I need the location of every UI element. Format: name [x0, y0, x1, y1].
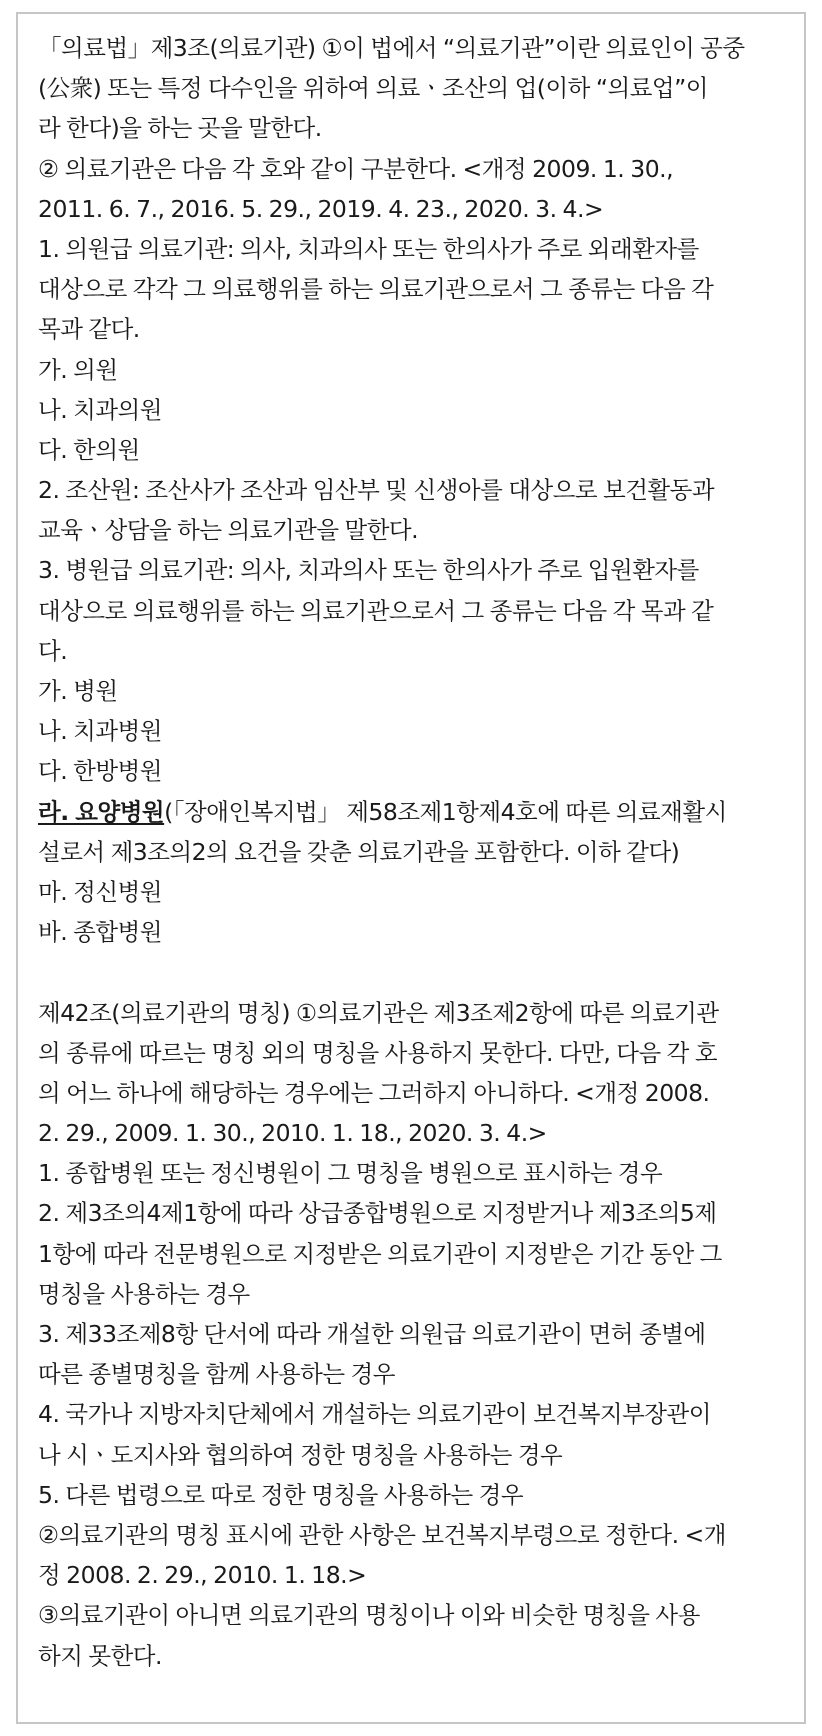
text-line: 설로서 제3조의2의 요건을 갖춘 의료기관을 포함한다. 이하 같다): [38, 837, 680, 866]
text-line: 하지 못한다.: [38, 1641, 162, 1670]
text-line: 의 종류에 따르는 명칭 외의 명칭을 사용하지 못한다. 다만, 다음 각 호: [38, 1038, 718, 1067]
text-line: 3. 제33조제8항 단서에 따라 개설한 의원급 의료기관이 면허 종별에: [38, 1320, 706, 1348]
text-line: 다.: [38, 636, 68, 665]
text-line: 다. 한방병원: [38, 757, 162, 786]
text-line: 3. 병원급 의료기관: 의사, 치과의사 또는 한의사가 주로 입원환자를: [38, 556, 699, 585]
item-ra-label: 라. 요양병원: [38, 797, 165, 826]
text-line: 명칭을 사용하는 경우: [38, 1279, 250, 1308]
text-line: 가. 병원: [38, 677, 118, 705]
text-line: 2. 조산원: 조산사가 조산과 임산부 및 신생아를 대상으로 보건활동과: [38, 476, 715, 505]
text-line: 대상으로 각각 그 의료행위를 하는 의료기관으로서 그 종류는 다음 각: [38, 275, 714, 304]
text-line: 2011. 6. 7., 2016. 5. 29., 2019. 4. 23., 2020. 3. 4.>: [38, 194, 604, 223]
text-line: 2. 29., 2009. 1. 30., 2010. 1. 18., 2020. 3. 4.>: [38, 1119, 547, 1148]
text-line: 1. 종합병원 또는 정신병원이 그 명칭을 병원으로 표시하는 경우: [38, 1159, 663, 1188]
text-line: 가. 의원: [38, 355, 118, 384]
text-line: 바. 종합병원: [38, 918, 162, 947]
text-line: 5. 다른 법령으로 따로 정한 명칭을 사용하는 경우: [38, 1480, 524, 1509]
text-line: ② 의료기관은 다음 각 호와 같이 구분한다. <개정 2009. 1. 30.,: [38, 154, 674, 183]
text-line: 따른 종별명칭을 함께 사용하는 경우: [38, 1360, 395, 1389]
text-line: 「의료법」제3조(의료기관) ①이 법에서 “의료기관”이란 의료인이 공중: [38, 34, 745, 62]
text-line: 교육ㆍ상담을 하는 의료기관을 말한다.: [38, 516, 419, 545]
text-line: (公衆) 또는 특정 다수인을 위하여 의료ㆍ조산의 업(이하 “의료업”이: [38, 74, 708, 103]
text-line: 대상으로 의료행위를 하는 의료기관으로서 그 종류는 다음 각 목과 같: [38, 596, 714, 625]
text-line: 나 시ㆍ도지사와 협의하여 정한 명칭을 사용하는 경우: [38, 1440, 563, 1469]
text-line: 목과 같다.: [38, 315, 140, 344]
text-line: 다. 한의원: [38, 435, 140, 464]
text-line: 제42조(의료기관의 명칭) ①의료기관은 제3조제2항에 따른 의료기관: [38, 998, 719, 1027]
item-ra-text: (「장애인복지법」 제58조제1항제4호에 따른 의료재활시: [164, 797, 727, 826]
text-line: ②의료기관의 명칭 표시에 관한 사항은 보건복지부령으로 정한다. <개: [38, 1520, 726, 1549]
article-42-section: [38, 993, 786, 1676]
text-line: 마. 정신병원: [38, 877, 162, 906]
law-text-box: [16, 12, 806, 1724]
article-3-section: [38, 28, 786, 952]
text-line: 나. 치과의원: [38, 395, 162, 424]
text-line: 2. 제3조의4제1항에 따라 상급종합병원으로 지정받거나 제3조의5제: [38, 1199, 717, 1228]
text-line: 라 한다)을 하는 곳을 말한다.: [38, 114, 322, 143]
text-line: 나. 치과병원: [38, 717, 162, 746]
item-ra-line: [38, 792, 786, 832]
text-line: 의 어느 하나에 해당하는 경우에는 그러하지 아니하다. <개정 2008.: [38, 1078, 710, 1107]
text-line: ③의료기관이 아니면 의료기관의 명칭이나 이와 비슷한 명칭을 사용: [38, 1601, 700, 1630]
text-line: 정 2008. 2. 29., 2010. 1. 18.>: [38, 1561, 367, 1590]
section-spacer: [38, 952, 786, 992]
text-line: 1항에 따라 전문병원으로 지정받은 의료기관이 지정받은 기간 동안 그: [38, 1239, 722, 1268]
text-line: 1. 의원급 의료기관: 의사, 치과의사 또는 한의사가 주로 외래환자를: [38, 234, 699, 263]
text-line: 4. 국가나 지방자치단체에서 개설하는 의료기관이 보건복지부장관이: [38, 1400, 711, 1429]
